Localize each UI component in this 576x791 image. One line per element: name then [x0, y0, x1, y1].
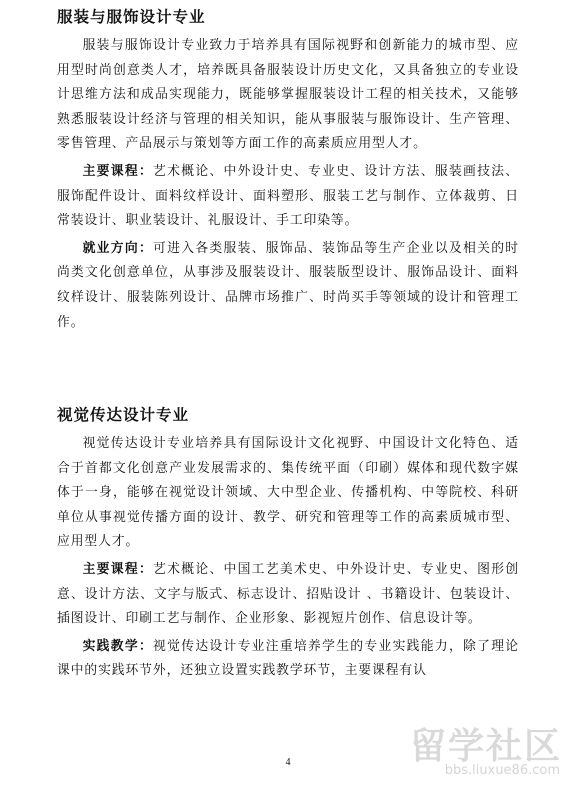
practice-label: 实践教学：: [82, 638, 154, 654]
courses-text: 艺术概论、中外设计史、专业史、设计方法、服装画技法、服饰配件设计、面料纹样设计、面料塑形、服装工艺与制作、立体裁剪、日常装设计、职业装设计、礼服设计、手工印染等。: [57, 163, 519, 229]
section-title: 视觉传达设计专业: [57, 406, 190, 424]
section-fashion-design: [57, 6, 519, 338]
page-number: 4: [285, 757, 291, 768]
watermark-logo-text: 留学社区: [409, 726, 562, 767]
section-intro: 视觉传达设计专业培养具有国际设计文化视野、中国设计文化特色、适合于首都文化创意产业发展需求的、集传统平面（印刷）媒体和现代数字媒体于一身，能够在视觉设计领域、大中型企业、传播机构、中等院校、科研单位从事视觉传播方面的设计、教学、研究和管理等工作的高素质城市型、应用型人才。: [57, 436, 519, 550]
courses-paragraph: [57, 160, 519, 234]
courses-paragraph: [57, 558, 519, 632]
courses-label: 主要课程：: [82, 163, 154, 179]
practice-text: 视觉传达设计专业注重培养学生的专业实践能力，除了理论课中的实践环节外，还独立设置实践教学环节，主要课程有认: [57, 638, 519, 679]
career-label: 就业方向：: [82, 240, 154, 256]
practice-paragraph: [57, 635, 519, 684]
section-title: 服装与服饰设计专业: [57, 8, 206, 26]
watermark: [400, 716, 568, 788]
career-text: 可进入各类服装、服饰品、装饰品等生产企业以及相关的时尚类文化创意单位，从事涉及服装设计、服装版型设计、服饰品设计、面料纹样设计、服装陈列设计、品牌市场推广、时尚买手等领域的设计和管理工作。: [57, 240, 519, 330]
career-paragraph: [57, 237, 519, 335]
courses-label: 主要课程：: [82, 561, 154, 577]
watermark-url: bbs.liuxue86.com: [444, 763, 560, 778]
section-visual-communication-design: [57, 404, 519, 687]
courses-text: 艺术概论、中国工艺美术史、中外设计史、专业史、图形创意、设计方法、文字与版式、标志设计、招贴设计 、书籍设计、包装设计、插图设计、印刷工艺与制作、企业形象、影视短片创作、信息设计等。: [57, 561, 519, 627]
section-intro: 服装与服饰设计专业致力于培养具有国际视野和创新能力的城市型、应用型时尚创意类人才，培养既具备服装设计历史文化，又具备独立的专业设计思维方法和成品实现能力，既能够掌握服装设计工程的相关技术，又能够熟悉服装设计经济与管理的相关知识，能从事服装与服饰设计、生产管理、零售管理、产品展示与策划等方面工作的高素质应用型人才。: [57, 38, 519, 152]
